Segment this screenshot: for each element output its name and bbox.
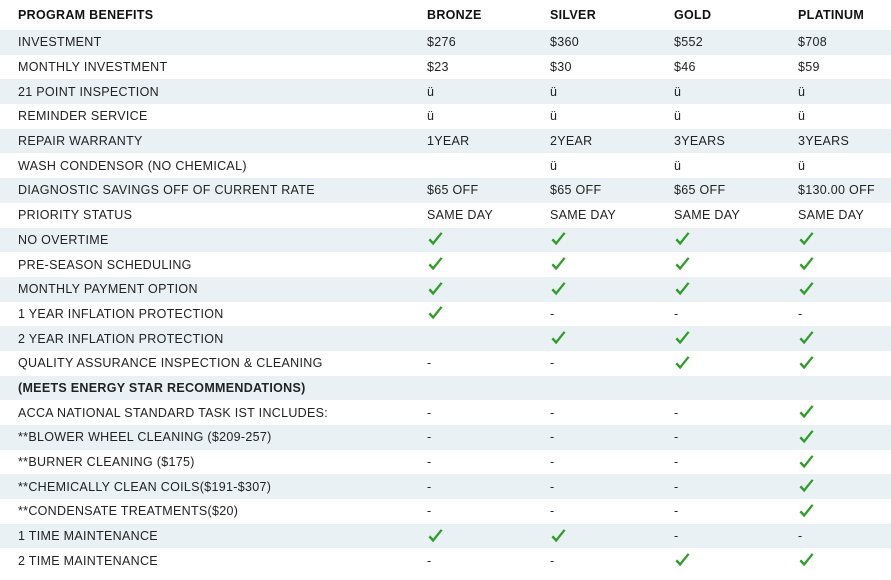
check-icon xyxy=(674,552,691,569)
header-silver: SILVER xyxy=(550,8,597,22)
silver-value: ü xyxy=(550,158,558,173)
table-row xyxy=(0,79,891,104)
silver-value: ü xyxy=(550,109,558,124)
table-row xyxy=(0,178,891,203)
table-row xyxy=(0,302,891,327)
gold-value: SAME DAY xyxy=(674,208,741,223)
gold-value: $552 xyxy=(674,30,798,55)
gold-value: 3YEARS xyxy=(674,129,798,154)
check-icon xyxy=(798,404,815,421)
platinum-value: $59 xyxy=(798,60,820,75)
platinum-cell xyxy=(798,351,891,376)
gold-cell xyxy=(674,351,798,376)
bronze-value: $276 xyxy=(427,30,550,55)
check-icon xyxy=(550,330,567,347)
check-icon xyxy=(674,330,691,347)
silver-cell xyxy=(550,524,674,549)
gold-cell xyxy=(674,277,798,302)
bronze-value: - xyxy=(427,504,432,519)
row-label: **CONDENSATE TREATMENTS($20) xyxy=(18,504,239,519)
check-icon xyxy=(798,256,815,273)
platinum-value: - xyxy=(798,524,891,549)
check-icon xyxy=(798,355,815,372)
bronze-value: - xyxy=(427,455,432,470)
platinum-value: ü xyxy=(798,79,891,104)
gold-value xyxy=(674,376,798,401)
table-row xyxy=(0,55,891,80)
silver-value: - xyxy=(550,356,555,371)
silver-value: - xyxy=(550,425,674,450)
table-row xyxy=(0,30,891,55)
check-icon xyxy=(550,528,567,545)
platinum-cell xyxy=(798,474,891,499)
gold-value: ü xyxy=(674,158,682,173)
platinum-cell xyxy=(798,252,891,277)
table-row xyxy=(0,153,891,178)
silver-cell xyxy=(550,277,674,302)
bronze-value: ü xyxy=(427,109,435,124)
silver-value: - xyxy=(550,553,555,568)
silver-cell xyxy=(550,252,674,277)
silver-cell xyxy=(550,326,674,351)
check-icon xyxy=(550,231,567,248)
silver-value: 2YEAR xyxy=(550,129,674,154)
header-program-benefits: PROGRAM BENEFITS xyxy=(18,8,154,22)
header-platinum: PLATINUM xyxy=(798,8,865,22)
check-icon xyxy=(550,256,567,273)
platinum-cell xyxy=(798,499,891,524)
row-label: INVESTMENT xyxy=(0,30,427,55)
platinum-cell xyxy=(798,277,891,302)
table-row xyxy=(0,425,891,450)
row-label: PRIORITY STATUS xyxy=(18,208,133,223)
row-label: 1 YEAR INFLATION PROTECTION xyxy=(18,306,224,321)
gold-cell xyxy=(674,228,798,253)
check-icon xyxy=(798,231,815,248)
gold-cell xyxy=(674,326,798,351)
header-gold: GOLD xyxy=(674,8,712,22)
bronze-cell xyxy=(427,524,550,549)
table-row xyxy=(0,203,891,228)
platinum-value: 3YEARS xyxy=(798,129,891,154)
platinum-cell xyxy=(798,326,891,351)
table-row xyxy=(0,524,891,549)
silver-value: $30 xyxy=(550,60,572,75)
row-label: 1 TIME MAINTENANCE xyxy=(0,524,427,549)
check-icon xyxy=(427,231,444,248)
silver-value: - xyxy=(550,306,555,321)
row-label: PRE-SEASON SCHEDULING xyxy=(18,257,192,272)
bronze-value: $23 xyxy=(427,60,449,75)
platinum-cell xyxy=(798,228,891,253)
benefits-body xyxy=(0,30,891,573)
row-label: 2 TIME MAINTENANCE xyxy=(18,553,158,568)
bronze-value: $65 OFF xyxy=(427,178,550,203)
silver-value: ü xyxy=(550,79,674,104)
check-icon xyxy=(798,503,815,520)
table-row xyxy=(0,129,891,154)
silver-value: $65 OFF xyxy=(550,178,674,203)
platinum-value xyxy=(798,376,891,401)
table-row xyxy=(0,277,891,302)
bronze-value: - xyxy=(427,474,550,499)
gold-value: - xyxy=(674,455,679,470)
row-label: WASH CONDENSOR (NO CHEMICAL) xyxy=(18,158,247,173)
platinum-cell xyxy=(798,400,891,425)
gold-value: - xyxy=(674,425,798,450)
platinum-value: $130.00 OFF xyxy=(798,178,891,203)
bronze-value xyxy=(427,153,550,178)
platinum-cell xyxy=(798,450,891,475)
check-icon xyxy=(798,454,815,471)
bronze-cell xyxy=(427,252,550,277)
platinum-value: $708 xyxy=(798,30,891,55)
gold-cell xyxy=(674,252,798,277)
check-icon xyxy=(798,281,815,298)
platinum-cell xyxy=(798,548,891,573)
bronze-cell xyxy=(427,228,550,253)
silver-cell xyxy=(550,228,674,253)
check-icon xyxy=(674,256,691,273)
row-label: **CHEMICALLY CLEAN COILS($191-$307) xyxy=(0,474,427,499)
row-label: MONTHLY INVESTMENT xyxy=(18,60,168,75)
check-icon xyxy=(798,478,815,495)
bronze-cell xyxy=(427,302,550,327)
row-label: MONTHLY PAYMENT OPTION xyxy=(0,277,427,302)
row-label: **BURNER CLEANING ($175) xyxy=(18,455,195,470)
row-label: REMINDER SERVICE xyxy=(18,109,148,124)
bronze-value xyxy=(427,376,550,401)
row-label: QUALITY ASSURANCE INSPECTION & CLEANING xyxy=(18,356,323,371)
gold-value: - xyxy=(674,504,679,519)
platinum-value: - xyxy=(798,306,803,321)
check-icon xyxy=(798,552,815,569)
gold-value: ü xyxy=(674,109,682,124)
table-row xyxy=(0,400,891,425)
table-row xyxy=(0,474,891,499)
bronze-value: - xyxy=(427,356,432,371)
platinum-value: ü xyxy=(798,109,806,124)
bronze-value: ü xyxy=(427,79,550,104)
table-row xyxy=(0,104,891,129)
gold-value: - xyxy=(674,306,679,321)
bronze-cell xyxy=(427,277,550,302)
bronze-value: SAME DAY xyxy=(427,208,494,223)
bronze-value: - xyxy=(427,425,550,450)
row-label: REPAIR WARRANTY xyxy=(0,129,427,154)
bronze-value: 1YEAR xyxy=(427,129,550,154)
silver-value: SAME DAY xyxy=(550,208,617,223)
bronze-value: - xyxy=(427,553,432,568)
gold-value: - xyxy=(674,524,798,549)
platinum-value: ü xyxy=(798,158,806,173)
check-icon xyxy=(674,231,691,248)
row-label: (MEETS ENERGY STAR RECOMMENDATIONS) xyxy=(0,376,427,401)
table-row xyxy=(0,548,891,573)
table-row xyxy=(0,252,891,277)
check-icon xyxy=(674,281,691,298)
header-bronze: BRONZE xyxy=(427,8,482,22)
check-icon xyxy=(427,281,444,298)
row-label: 2 YEAR INFLATION PROTECTION xyxy=(0,326,427,351)
gold-value: $46 xyxy=(674,60,696,75)
table-row xyxy=(0,376,891,401)
check-icon xyxy=(427,305,444,322)
table-row xyxy=(0,351,891,376)
bronze-value xyxy=(427,326,550,351)
row-label: DIAGNOSTIC SAVINGS OFF OF CURRENT RATE xyxy=(0,178,427,203)
check-icon xyxy=(798,330,815,347)
check-icon xyxy=(427,256,444,273)
silver-value: $360 xyxy=(550,30,674,55)
bronze-value: - xyxy=(427,405,432,420)
row-label: NO OVERTIME xyxy=(0,228,427,253)
check-icon xyxy=(550,281,567,298)
table-row xyxy=(0,326,891,351)
check-icon xyxy=(798,429,815,446)
check-icon xyxy=(674,355,691,372)
row-label: **BLOWER WHEEL CLEANING ($209-257) xyxy=(0,425,427,450)
silver-value: - xyxy=(550,474,674,499)
silver-value: - xyxy=(550,405,555,420)
row-label: 21 POINT INSPECTION xyxy=(0,79,427,104)
silver-value: - xyxy=(550,455,555,470)
table-row xyxy=(0,499,891,524)
gold-value: - xyxy=(674,474,798,499)
table-row xyxy=(0,228,891,253)
gold-value: ü xyxy=(674,79,798,104)
platinum-value: SAME DAY xyxy=(798,208,865,223)
silver-value: - xyxy=(550,504,555,519)
gold-cell xyxy=(674,548,798,573)
header-row xyxy=(0,0,891,30)
table-row xyxy=(0,450,891,475)
row-label: ACCA NATIONAL STANDARD TASK IST INCLUDES: xyxy=(18,405,329,420)
gold-value: $65 OFF xyxy=(674,178,798,203)
silver-value xyxy=(550,376,674,401)
gold-value: - xyxy=(674,405,679,420)
platinum-cell xyxy=(798,425,891,450)
check-icon xyxy=(427,528,444,545)
